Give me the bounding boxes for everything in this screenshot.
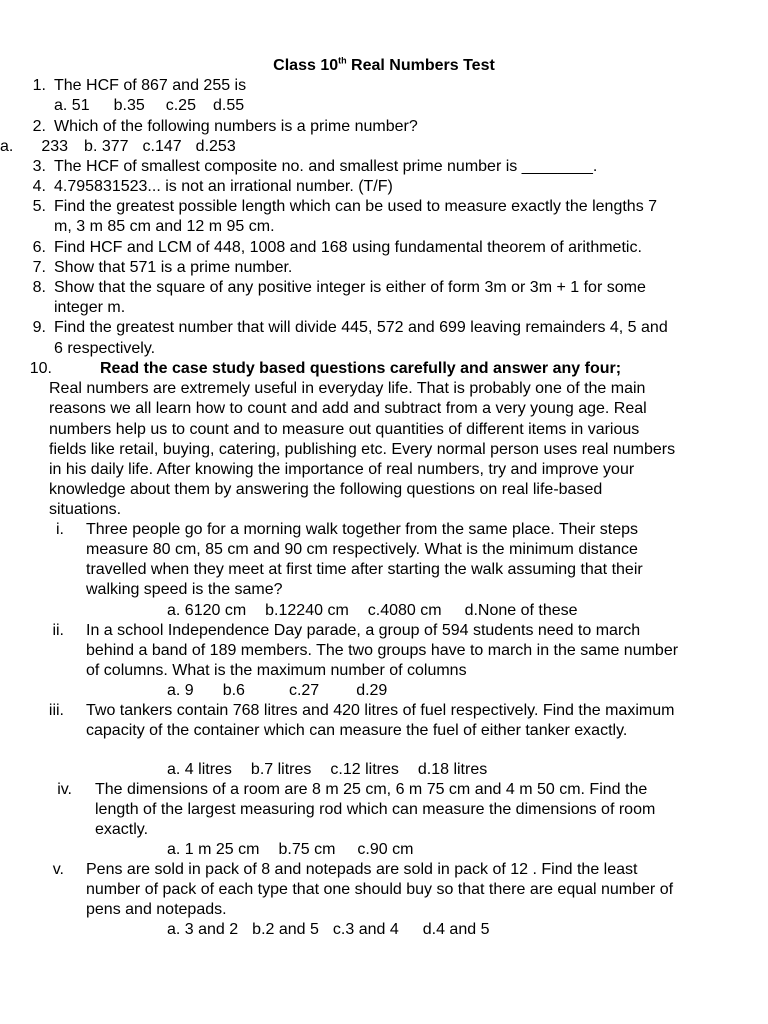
sub-question-text: capacity of the container which can measure the fuel of either tanker exactly. — [86, 722, 628, 739]
sub-question-text: measure 80 cm, 85 cm and 90 cm respectively. What is the minimum distance — [86, 541, 638, 558]
question-number: 3. — [32, 158, 46, 175]
sub-question-text: length of the largest measuring rod which can measure the dimensions of room — [95, 801, 656, 818]
question-number: 9. — [32, 319, 46, 336]
question-number: 8. — [32, 279, 46, 296]
sub-question-number: iv. — [57, 781, 72, 798]
sub-question-number: i. — [56, 521, 64, 538]
sub-question-text: walking speed is the same? — [86, 581, 283, 598]
case-study-heading: Read the case study based questions carefully and answer any four; — [100, 360, 622, 377]
sub-question-options: a. 1 m 25 cm b.75 cm c.90 cm — [167, 841, 414, 858]
question-text: integer m. — [54, 299, 126, 316]
sub-question-text: pens and notepads. — [86, 901, 227, 918]
question-text: Show that the square of any positive integer is either of form 3m or 3m + 1 for some — [54, 279, 646, 296]
sub-question-text: exactly. — [95, 821, 149, 838]
question-number: 2. — [32, 118, 46, 135]
sub-question-options: a. 3 and 2 b.2 and 5 c.3 and 4 d.4 and 5 — [167, 921, 490, 938]
question-number: 6. — [32, 239, 46, 256]
question-text: The HCF of smallest composite no. and smallest prime number is ________. — [54, 158, 598, 175]
passage-line: numbers help us to count and to measure out quantities of different items in various — [49, 421, 640, 438]
question-text: 4.795831523... is not an irrational number. (T/F) — [54, 178, 393, 195]
sub-question-number: ii. — [52, 622, 64, 639]
sub-question-text: In a school Independence Day parade, a group of 594 students need to march — [86, 622, 641, 639]
question-text: m, 3 m 85 cm and 12 m 95 cm. — [54, 218, 275, 235]
sub-question-text: number of pack of each type that one should buy so that there are equal number of — [86, 881, 674, 898]
sub-question-number: v. — [52, 861, 64, 878]
sub-question-text: The dimensions of a room are 8 m 25 cm, 6 m 75 cm and 4 m 50 cm. Find the — [95, 781, 648, 798]
question-options: a. 233 b. 377 c.147 d.253 — [0, 138, 236, 155]
question-number: 1. — [32, 77, 46, 94]
passage-line: in his daily life. After knowing the importance of real numbers, try and improve your — [49, 461, 635, 478]
question-text: The HCF of 867 and 255 is — [54, 77, 247, 94]
question-options: a. 51 b.35 c.25 d.55 — [54, 97, 245, 114]
sub-question-text: Two tankers contain 768 litres and 420 litres of fuel respectively. Find the maximum — [86, 702, 675, 719]
question-text: Find HCF and LCM of 448, 1008 and 168 using fundamental theorem of arithmetic. — [54, 239, 642, 256]
question-text: Find the greatest number that will divide 445, 572 and 699 leaving remainders 4, 5 and — [54, 319, 668, 336]
question-text: 6 respectively. — [54, 340, 156, 357]
passage-line: knowledge about them by answering the following questions on real life-based — [49, 481, 603, 498]
question-text: Which of the following numbers is a prime number? — [54, 118, 418, 135]
sub-question-options: a. 6120 cm b.12240 cm c.4080 cm d.None of these — [167, 602, 578, 619]
passage-line: reasons we all learn how to count and add and subtract from a very young age. Real — [49, 400, 647, 417]
sub-question-text: behind a band of 189 members. The two groups have to march in the same number — [86, 642, 679, 659]
sub-question-text: Three people go for a morning walk together from the same place. Their steps — [86, 521, 638, 538]
question-number: 10. — [29, 360, 52, 377]
question-number: 5. — [32, 198, 46, 215]
sub-question-options: a. 4 litres b.7 litres c.12 litres d.18 litres — [167, 761, 488, 778]
passage-line: fields like retail, buying, catering, publishing etc. Every normal person uses real numbers — [49, 441, 676, 458]
passage-line: Real numbers are extremely useful in everyday life. That is probably one of the main — [49, 380, 646, 397]
sub-question-text: Pens are sold in pack of 8 and notepads are sold in pack of 12 . Find the least — [86, 861, 638, 878]
passage-line: situations. — [49, 501, 122, 518]
page-title: Class 10th Real Numbers Test — [273, 55, 495, 74]
question-text: Find the greatest possible length which can be used to measure exactly the lengths 7 — [54, 198, 658, 215]
sub-question-text: travelled when they meet at first time after starting the walk assuming that their — [86, 561, 643, 578]
question-text: Show that 571 is a prime number. — [54, 259, 293, 276]
sub-question-number: iii. — [48, 702, 64, 719]
sub-question-text: of columns. What is the maximum number of columns — [86, 662, 467, 679]
question-number: 4. — [32, 178, 46, 195]
question-number: 7. — [32, 259, 46, 276]
sub-question-options: a. 9 b.6 c.27 d.29 — [167, 682, 388, 699]
